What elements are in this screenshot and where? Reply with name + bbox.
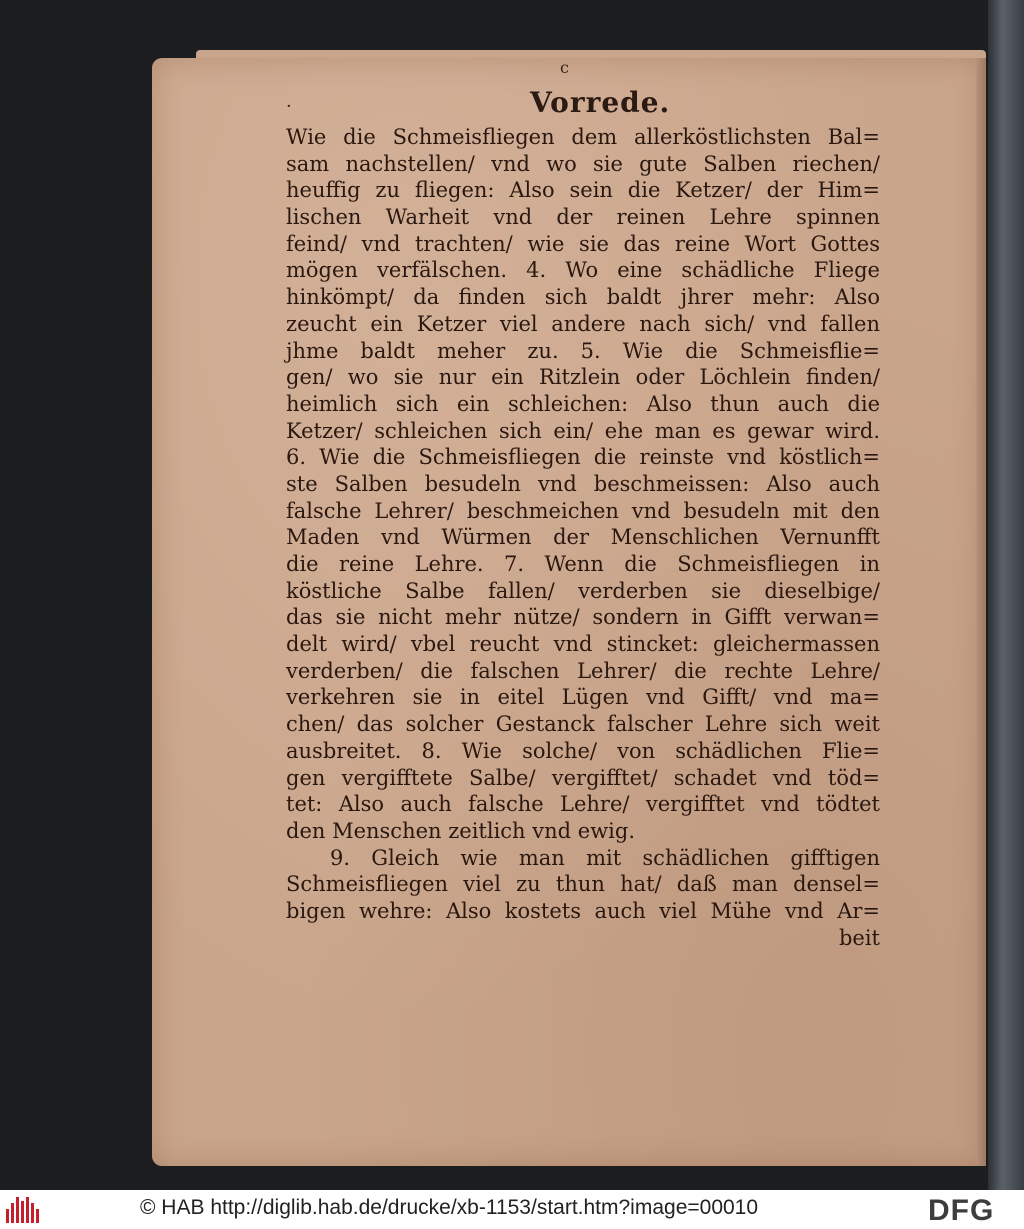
text-line: Wie die Schmeisfliegen dem allerköstlichsten Bal= — [286, 125, 880, 149]
text-line: zeucht ein Ketzer viel andere nach sich/ vnd fallen — [286, 311, 880, 336]
body-text — [286, 124, 880, 951]
text-line: 9. Gleich wie man mit schädlichen gifftigen — [330, 845, 880, 870]
text-line: verkehren sie in eitel Lügen vnd Gifft/ vnd ma= — [286, 685, 880, 710]
text-line: 6. Wie die Schmeisfliegen die reinste vnd köstlich= — [286, 445, 880, 470]
text-line: bigen wehre: Also kostets auch viel Mühe vnd Ar= — [286, 898, 880, 923]
copyright-link[interactable]: © HAB http://diglib.hab.de/drucke/xb-1153/start.htm?image=00010 — [140, 1196, 759, 1219]
text-line: sam nachstellen/ vnd wo sie gute Salben riechen/ — [286, 151, 880, 176]
text-line: falsche Lehrer/ beschmeichen vnd besudeln mit den — [286, 498, 880, 523]
text-line: lischen Warheit vnd der reinen Lehre spinnen — [286, 205, 880, 230]
dfg-logo[interactable]: DFG — [928, 1194, 995, 1227]
header-dot: · — [286, 96, 292, 117]
text-line: feind/ vnd trachten/ wie sie das reine Wort Gottes — [286, 231, 880, 256]
catchword: beit — [838, 925, 880, 950]
text-line: heuffig zu fliegen: Also sein die Ketzer/ der Him= — [286, 178, 880, 203]
hab-logo-icon[interactable] — [6, 1197, 44, 1223]
text-line: den Menschen zeitlich vnd ewig. — [286, 818, 636, 843]
text-line: hinkömpt/ da finden sich baldt jhrer mehr: Also — [286, 285, 880, 310]
page-edge — [976, 58, 986, 1166]
text-line: gen/ wo sie nur ein Ritzlein oder Löchlein finden/ — [286, 365, 880, 390]
scanner-edge-strip — [988, 0, 1024, 1190]
page-top-mark: c — [560, 58, 569, 77]
text-line: Schmeisfliegen viel zu thun hat/ daß man densel= — [286, 872, 880, 897]
text-line: die reine Lehre. 7. Wenn die Schmeisfliegen in — [286, 552, 880, 576]
text-line: delt wird/ vbel reucht vnd stincket: gleichermassen — [286, 632, 880, 657]
text-line: heimlich sich ein schleichen: Also thun auch die — [286, 391, 880, 416]
text-line: Maden vnd Würmen der Menschlichen Vernunfft — [286, 525, 880, 550]
text-line: köstliche Salbe fallen/ verderben sie dieselbige/ — [286, 578, 880, 603]
text-line: mögen verfälschen. 4. Wo eine schädliche Fliege — [286, 258, 880, 283]
text-line: tet: Also auch falsche Lehre/ vergifftet vnd tödtet — [286, 792, 880, 817]
text-line: Ketzer/ schleichen sich ein/ ehe man es gewar wird. — [286, 418, 880, 443]
running-head: Vorrede. — [530, 86, 671, 119]
text-line: das sie nicht mehr nütze/ sondern in Gifft verwan= — [286, 605, 880, 630]
text-line: gen vergifftete Salbe/ vergifftet/ schadet vnd töd= — [286, 765, 880, 790]
text-line: ausbreitet. 8. Wie solche/ von schädlichen Flie= — [286, 738, 880, 763]
footer-bar — [0, 1190, 1024, 1229]
text-line: jhme baldt meher zu. 5. Wie die Schmeisflie= — [286, 338, 880, 363]
text-line: ste Salben besudeln vnd beschmeissen: Also auch — [286, 471, 880, 496]
text-line: chen/ das solcher Gestanck falscher Lehre sich weit — [286, 712, 880, 737]
text-line: verderben/ die falschen Lehrer/ die rechte Lehre/ — [286, 658, 880, 683]
